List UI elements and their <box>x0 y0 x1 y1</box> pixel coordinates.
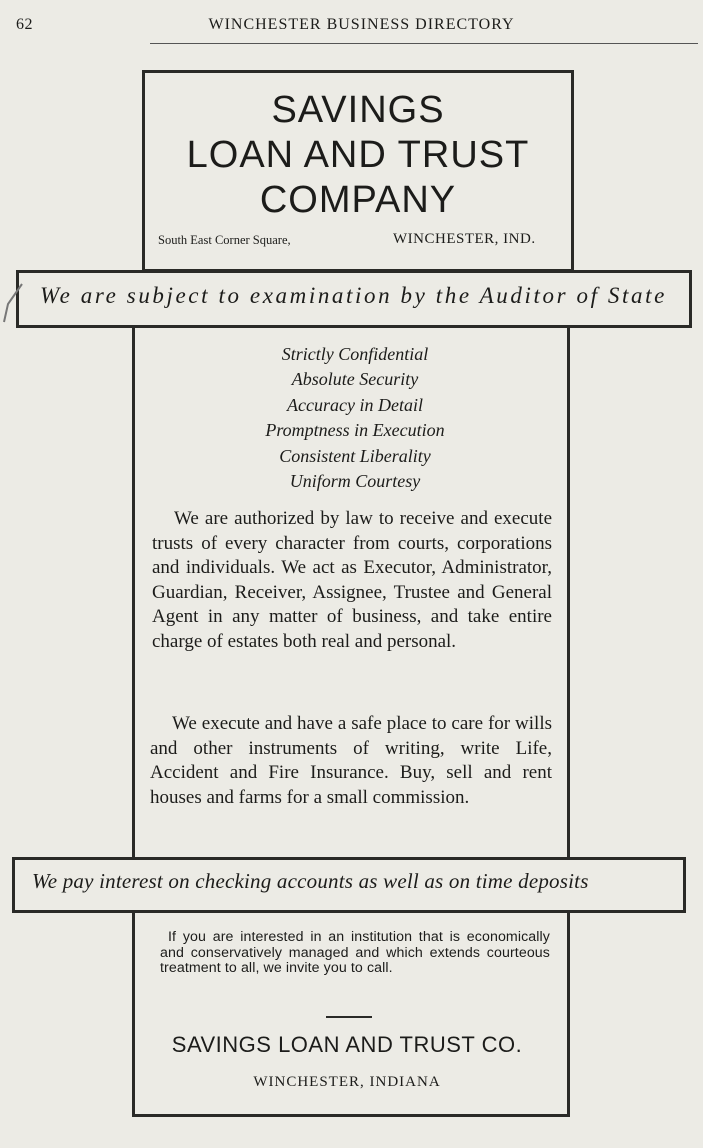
interest-banner-text: We pay interest on checking accounts as well as on time deposits <box>32 869 589 893</box>
trust-services-paragraph: We are authorized by law to receive and execute trusts of every character from courts, corporations and individuals. We act as Executor, Administrator, Guardian, Receiver, Assignee, Trustee and General Agent in any matter of business, and take entire charge of estates both real and personal. <box>152 508 552 652</box>
company-name <box>150 88 566 223</box>
street-address: South East Corner Square, <box>158 233 291 247</box>
company-name-line: COMPANY <box>259 179 457 221</box>
motto-item: Uniform Courtesy <box>289 471 421 492</box>
scan-mark-icon <box>0 282 26 326</box>
motto-item: Promptness in Execution <box>265 420 445 441</box>
motto-item: Absolute Security <box>291 369 419 390</box>
safekeeping-paragraph: We execute and have a safe place to care for wills and other instruments of writing, write Life, Accident and Fire Insurance. Buy, sell and rent houses and farms for a small commission. <box>150 713 552 808</box>
motto-item: Strictly Confidential <box>281 344 429 364</box>
invitation-text: If you are interested in an institution that is economically and conservatively managed and which extends courteous treatment to all, we invite you to call. <box>160 929 550 976</box>
company-name-line: LOAN AND TRUST <box>186 134 530 176</box>
page-number: 62 <box>16 16 33 33</box>
company-name-line: SAVINGS <box>271 89 445 131</box>
examination-banner-text: We are subject to examination by the Auditor of State <box>40 283 667 308</box>
closing-location: WINCHESTER, INDIANA <box>253 1074 441 1090</box>
header-rule <box>150 43 698 44</box>
closing-company-name: SAVINGS LOAN AND TRUST CO. <box>171 1032 523 1057</box>
running-title: WINCHESTER BUSINESS DIRECTORY <box>208 16 515 33</box>
motto-item: Consistent Liberality <box>279 445 431 466</box>
city-address: WINCHESTER, IND. <box>393 231 536 247</box>
motto-list <box>140 342 570 494</box>
motto-item: Accuracy in Detail <box>287 394 423 415</box>
closing-rule <box>326 1016 372 1018</box>
